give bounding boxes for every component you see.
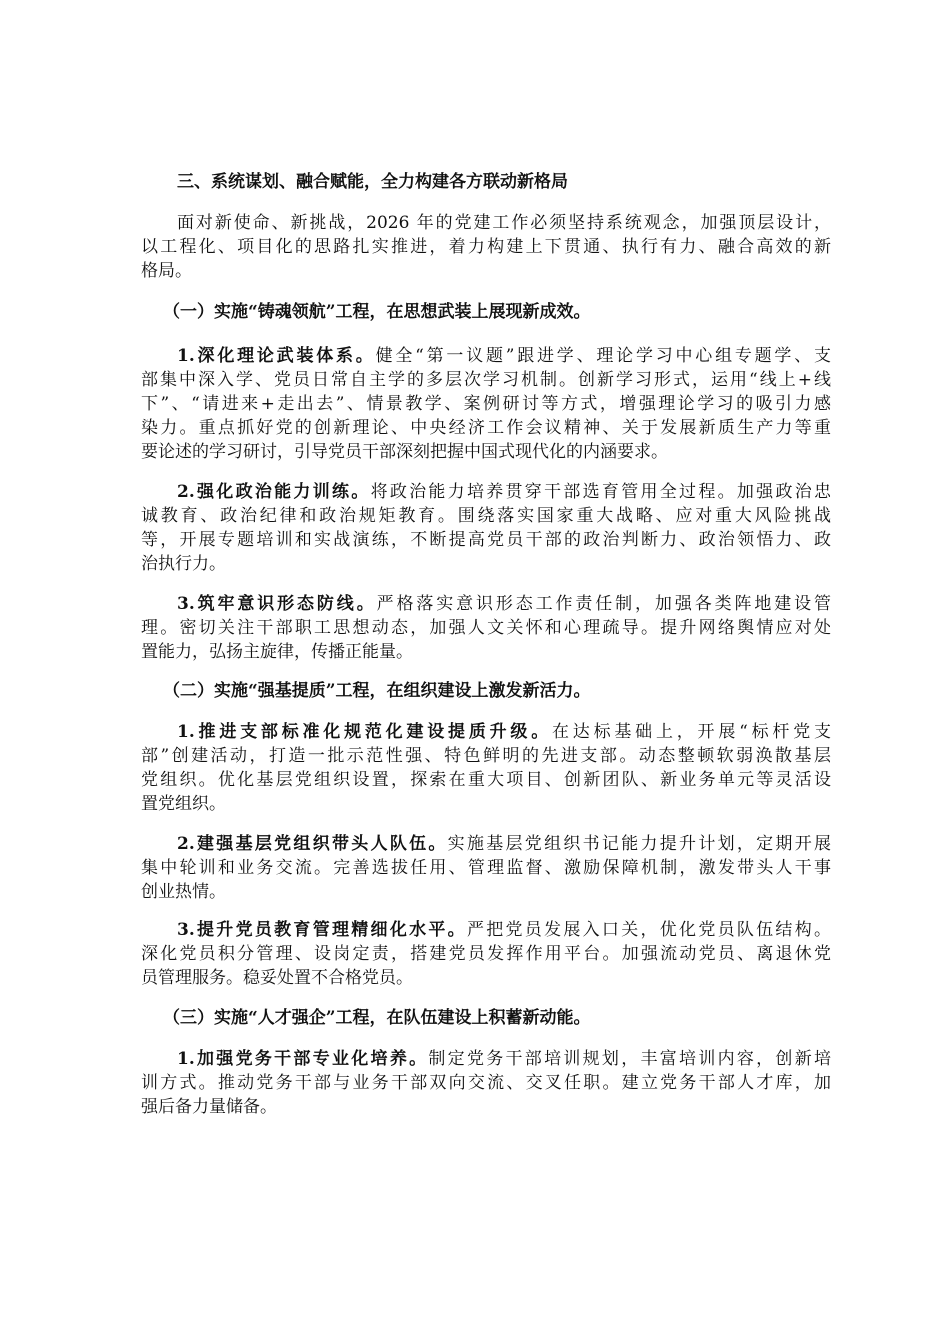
paragraph-1-3-line-1: 3.筑牢意识形态防线。严格落实意识形态工作责任制，加强各类阵地建设管 <box>177 594 831 614</box>
section-title: 三、系统谋划、融合赋能，全力构建各方联动新格局 <box>177 172 568 192</box>
paragraph-1-2-line-3: 等，开展专题培训和实战演练，不断提高党员干部的政治判断力、政治领悟力、政 <box>141 530 831 550</box>
paragraph-2-3-line-3: 员管理服务。稳妥处置不合格党员。 <box>141 968 413 988</box>
paragraph-2-1-line-3: 党组织。优化基层党组织设置，探索在重大项目、创新团队、新业务单元等灵活设 <box>141 770 831 790</box>
paragraph-1-3-line-2: 理。密切关注干部职工思想动态，加强人文关怀和心理疏导。提升网络舆情应对处 <box>141 618 831 638</box>
item-lead: 2.建强基层党组织带头人队伍。 <box>177 834 448 854</box>
item-lead: 3.提升党员教育管理精细化水平。 <box>177 920 467 940</box>
paragraph-2-1-line-1: 1.推进支部标准化规范化建设提质升级。在达标基础上，开展“标杆党支 <box>177 722 831 742</box>
paragraph-1-1-line-3: 下”、“请进来+走出去”、情景教学、案例研讨等方式，增强理论学习的吸引力感 <box>141 394 831 414</box>
item-lead: 2.强化政治能力训练。 <box>177 482 371 502</box>
item-lead: 1.推进支部标准化规范化建设提质升级。 <box>177 722 552 742</box>
item-lead: 3.筑牢意识形态防线。 <box>177 594 377 614</box>
paragraph-2-1-line-2: 部”创建活动，打造一批示范性强、特色鲜明的先进支部。动态整顿软弱涣散基层 <box>141 746 831 766</box>
paragraph-2-3-line-1: 3.提升党员教育管理精细化水平。严把党员发展入口关，优化党员队伍结构。 <box>177 920 831 940</box>
paragraph-1-1-line-5: 要论述的学习研讨，引导党员干部深刻把握中国式现代化的内涵要求。 <box>141 442 668 462</box>
paragraph-1-1-line-2: 部集中深入学、党员日常自主学的多层次学习机制。创新学习形式，运用“线上+线 <box>141 370 831 390</box>
subsection-heading-3: （三）实施“人才强企”工程，在队伍建设上积蓄新动能。 <box>163 1008 591 1028</box>
intro-line-3: 格局。 <box>141 261 192 281</box>
paragraph-2-3-line-2: 深化党员积分管理、设岗定责，搭建党员发挥作用平台。加强流动党员、离退休党 <box>141 944 831 964</box>
subsection-heading-1: （一）实施“铸魂领航”工程，在思想武装上展现新成效。 <box>163 302 591 322</box>
paragraph-1-3-line-3: 置能力，弘扬主旋律，传播正能量。 <box>141 642 413 662</box>
paragraph-3-1-line-3: 强后备力量储备。 <box>141 1097 277 1117</box>
intro-line-1: 面对新使命、新挑战，2026 年的党建工作必须坚持系统观念，加强顶层设计， <box>177 213 831 233</box>
paragraph-1-2-line-1: 2.强化政治能力训练。将政治能力培养贯穿干部选育管用全过程。加强政治忠 <box>177 482 832 502</box>
item-lead: 1.深化理论武装体系。 <box>177 346 376 366</box>
intro-line-2: 以工程化、项目化的思路扎实推进，着力构建上下贯通、执行有力、融合高效的新 <box>141 237 831 257</box>
paragraph-2-1-line-4: 置党组织。 <box>141 794 226 814</box>
item-lead: 1.加强党务干部专业化培养。 <box>177 1049 429 1069</box>
paragraph-2-2-line-2: 集中轮训和业务交流。完善选拔任用、管理监督、激励保障机制，激发带头人干事 <box>141 858 831 878</box>
paragraph-1-2-line-2: 诚教育、政治纪律和政治规矩教育。围绕落实国家重大战略、应对重大风险挑战 <box>141 506 831 526</box>
paragraph-1-2-line-4: 治执行力。 <box>141 554 226 574</box>
paragraph-3-1-line-1: 1.加强党务干部专业化培养。制定党务干部培训规划，丰富培训内容，创新培 <box>177 1049 831 1069</box>
paragraph-3-1-line-2: 训方式。推动党务干部与业务干部双向交流、交叉任职。建立党务干部人才库，加 <box>141 1073 831 1093</box>
paragraph-2-2-line-3: 创业热情。 <box>141 882 226 902</box>
paragraph-1-1-line-4: 染力。重点抓好党的创新理论、中央经济工作会议精神、关于发展新质生产力等重 <box>141 418 831 438</box>
subsection-heading-2: （二）实施“强基提质”工程，在组织建设上激发新活力。 <box>163 681 591 701</box>
paragraph-1-1-line-1: 1.深化理论武装体系。健全“第一议题”跟进学、理论学习中心组专题学、支 <box>177 346 831 366</box>
paragraph-2-2-line-1: 2.建强基层党组织带头人队伍。实施基层党组织书记能力提升计划，定期开展 <box>177 834 831 854</box>
